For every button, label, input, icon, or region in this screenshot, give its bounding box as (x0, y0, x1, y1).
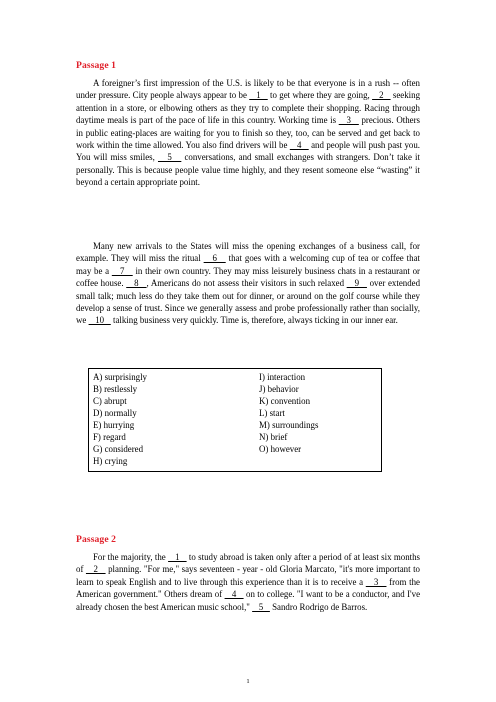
answer-blank[interactable]: 4 (224, 589, 244, 600)
passage1-paragraph-2 (76, 240, 420, 327)
paragraph-text: over extended small talk; much less do they take them out for dinner, or around on the golf course while they develop a sense of trust. Since we generally assess and probe professionally rather than socially, we (76, 278, 421, 326)
paragraph-text: , Americans do not assess their visitors in such relaxed (146, 278, 347, 289)
answer-blank[interactable]: 1 (249, 90, 268, 101)
passage1-heading: Passage 1 (76, 60, 117, 71)
answer-blank[interactable]: 5 (252, 601, 270, 612)
paragraph-text: in their own country. They may miss leisurely business chats in a restaurant or coffee house. (76, 265, 421, 289)
word-option: I) interaction (259, 372, 306, 382)
word-option: C) abrupt (93, 396, 127, 406)
paragraph-text: to get where they are going, (267, 90, 373, 101)
word-option: E) hurrying (93, 420, 135, 430)
word-option: M) surroundings (259, 420, 319, 430)
passage1-paragraph-1 (76, 77, 420, 189)
paragraph-text: For the majority, the (93, 552, 169, 562)
paragraph-text: planning. "For me," says seventeen - year - old Gloria Marcato, "it's more important to learn to speak English and to live through this experience than it is to receive a (76, 564, 420, 587)
paragraph-text: from the American government." Others dream of (76, 576, 420, 600)
word-option: L) start (259, 408, 285, 418)
answer-blank[interactable]: 5 (157, 152, 182, 163)
page-number: 1 (246, 678, 250, 685)
paragraph-text: that goes with a welcoming cup of tea or coffee that may be a (76, 253, 420, 276)
answer-blank[interactable]: 6 (203, 253, 226, 264)
paragraph-text: Sandro Rodrigo de Barros. (269, 601, 368, 612)
word-bank-box (88, 368, 382, 472)
paragraph-text: Many new arrivals to the States will miss the opening exchanges of a business call, for example. They will miss the ritual (76, 241, 420, 264)
word-option: O) however (259, 444, 302, 454)
paragraph-text: talking business very quickly. Time is, therefore, always ticking in our inner ear. (110, 315, 398, 326)
paragraph-text: seeking attention in a store, or elbowing others as they try to complete their shopping. Racing through daytime meals is part of the pace of life in this country. Working time is (76, 90, 421, 126)
word-option: H) crying (93, 456, 128, 466)
word-option: F) regard (93, 432, 126, 442)
word-option: N) brief (259, 432, 288, 442)
word-option: K) convention (259, 396, 311, 406)
paragraph-text: on to college. "I want to be a conductor, and I've already chosen the best American music school," (76, 589, 421, 612)
word-option: G) considered (93, 444, 144, 454)
answer-blank[interactable]: 1 (168, 552, 187, 562)
paragraph-text: to study abroad is taken only after a period of at least six months of (76, 552, 420, 575)
answer-blank[interactable]: 9 (346, 278, 367, 289)
answer-blank[interactable]: 4 (289, 140, 309, 151)
answer-blank[interactable]: 10 (88, 315, 111, 326)
paragraph-text: A foreigner’s first impression of the U.S. is likely to be that everyone is in a rush -- often under pressure. City people always appear to be (76, 78, 420, 101)
paragraph-text: and people will push past you. You will miss smiles, (76, 140, 420, 163)
answer-blank[interactable]: 3 (338, 115, 359, 126)
paragraph-text: precious. Others in public eating-places are waiting for you to finish so they, too, can be served and get back to work within the time allowed. You also find drivers will be (76, 115, 420, 151)
answer-blank[interactable]: 8 (126, 278, 147, 289)
word-option: B) restlessly (93, 384, 138, 394)
answer-blank[interactable]: 3 (365, 576, 387, 587)
word-option: A) surprisingly (93, 372, 147, 382)
answer-blank[interactable]: 7 (111, 265, 133, 276)
passage2-paragraph-1 (76, 551, 420, 613)
paragraph-text: conversations, and small exchanges with strangers. Don’t take it personally. This is because people value time highly, and they resent someone else “wasting” it beyond a certain appropriate point. (76, 152, 420, 188)
passage2-heading: Passage 2 (76, 534, 117, 545)
answer-blank[interactable]: 2 (85, 564, 106, 575)
word-option: J) behavior (259, 384, 299, 394)
word-option: D) normally (93, 408, 137, 418)
answer-blank[interactable]: 2 (372, 90, 391, 101)
